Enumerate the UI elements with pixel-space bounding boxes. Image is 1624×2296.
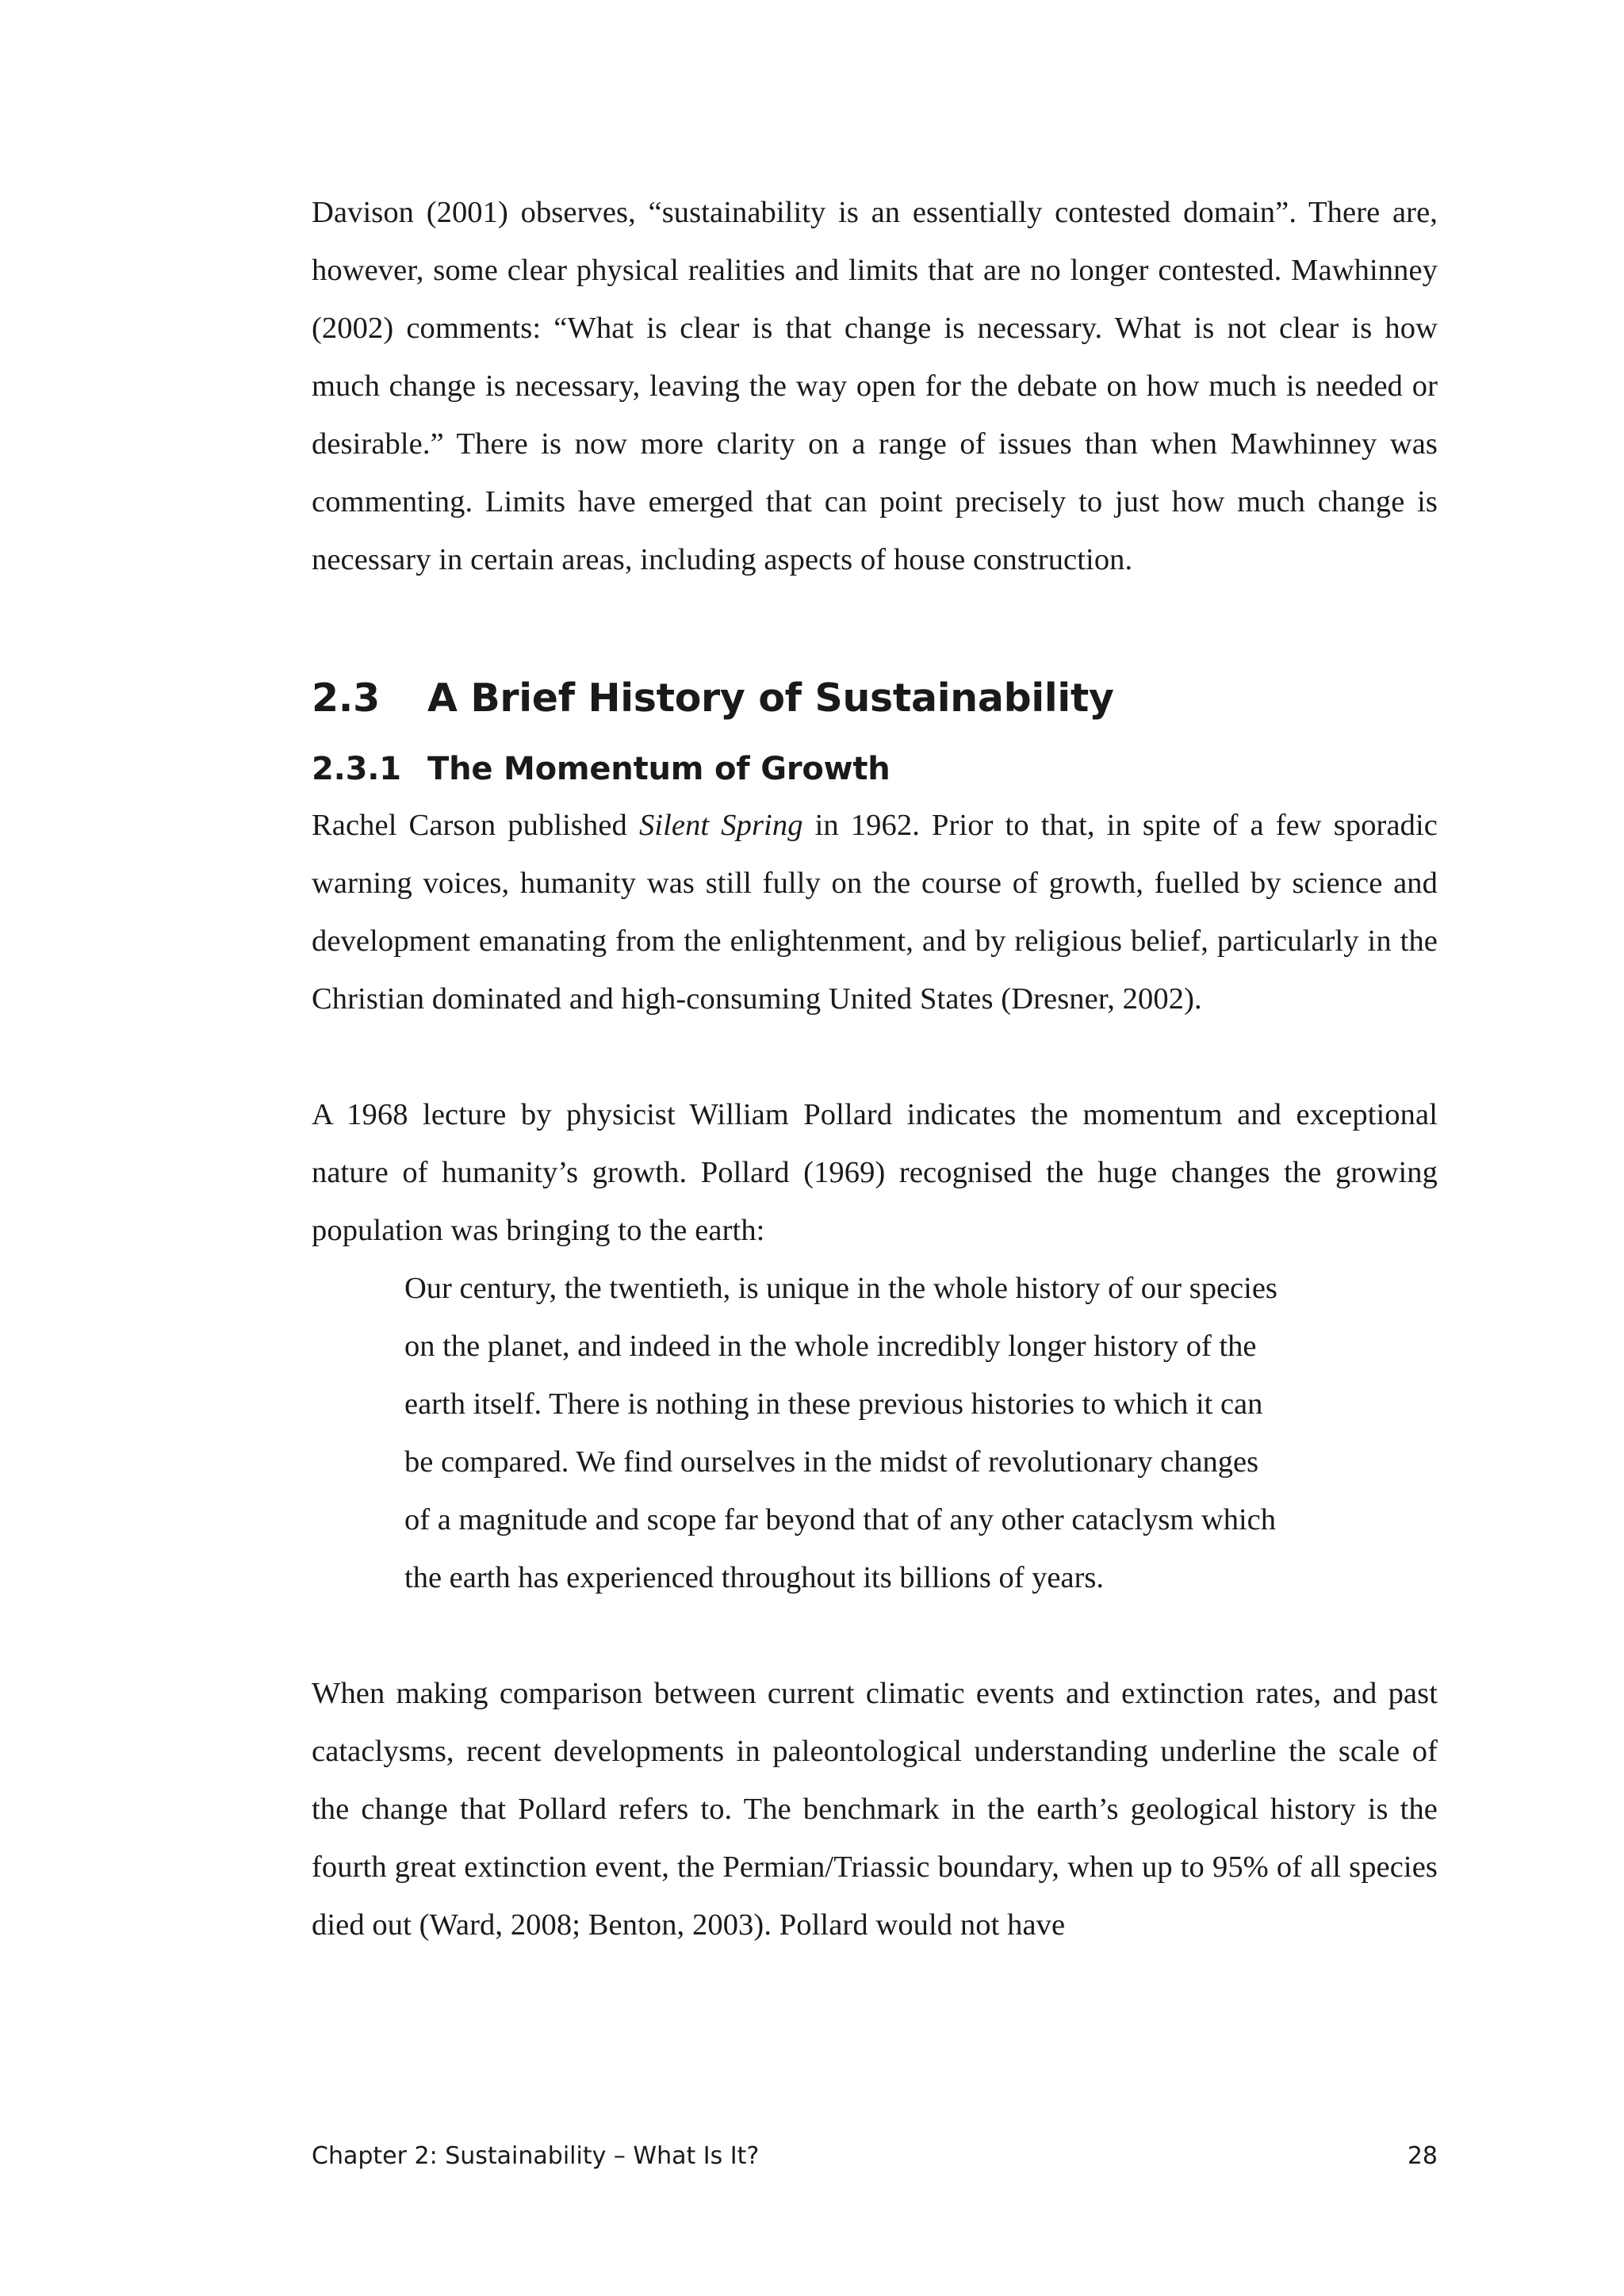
carson-text-after: in 1962. Prior to that, in spite of a few sporadic warning voices, humanity was still fully on the course of growth, fuelled by science and development emanating from the enlightenment, and by religious belief, particularly in the Christian dominated and high-consuming United States (Dresner, 2002). bbox=[312, 809, 1438, 1016]
page-footer bbox=[312, 2141, 1438, 2172]
paragraph-pollard: A 1968 lecture by physicist William Pollard indicates the momentum and exceptional nature of humanity’s growth. Pollard (1969) recognised the huge changes the growing population was bringing to the earth: bbox=[312, 1098, 1438, 1247]
footer-page-number: 28 bbox=[1407, 2142, 1438, 2170]
section-number: 2.3 bbox=[312, 675, 380, 721]
carson-text-before: Rachel Carson published bbox=[312, 809, 639, 842]
section-title: A Brief History of Sustainability bbox=[427, 675, 1114, 721]
subsection-number: 2.3.1 bbox=[312, 751, 401, 787]
subsection-heading bbox=[312, 741, 1438, 797]
quote-line: on the planet, and indeed in the whole incredibly longer history of the bbox=[404, 1330, 1257, 1363]
page-content bbox=[312, 184, 1438, 1954]
paragraph-davison: Davison (2001) observes, “sustainability is an essentially contested domain”. There are, however, some clear physical realities and limits that are no longer contested. Mawhinney (2002) comments: “What is clear is that change is necessary. What is not clear is how much change is necessary, leaving the way open for the debate on how much is needed or desirable.” There is now more clarity on a range of issues than when Mawhinney was commenting. Limits have emerged that can point precisely to just how much change is necessary in certain areas, including aspects of house construction. bbox=[312, 196, 1438, 576]
paragraph-comparison: When making comparison between current climatic events and extinction rates, and past cataclysms, recent developments in paleontological understanding underline the scale of the change that Pollard refers to. The benchmark in the earth’s geological history is the fourth great extinction event, the Permian/Triassic boundary, when up to 95% of all species died out (Ward, 2008; Benton, 2003). Pollard would not have bbox=[312, 1677, 1438, 1942]
paragraph-carson bbox=[312, 797, 1438, 1028]
quote-line: of a magnitude and scope far beyond that of any other cataclysm which bbox=[404, 1503, 1276, 1536]
footer-chapter-title: Chapter 2: Sustainability – What Is It? bbox=[312, 2142, 760, 2170]
section-heading bbox=[312, 675, 1438, 722]
quote-line: the earth has experienced throughout its billions of years. bbox=[404, 1561, 1105, 1594]
quote-line: be compared. We find ourselves in the midst of revolutionary changes bbox=[404, 1445, 1259, 1479]
subsection-title: The Momentum of Growth bbox=[427, 751, 891, 787]
pollard-block-quote bbox=[312, 1260, 1277, 1607]
quote-line: Our century, the twentieth, is unique in the whole history of our species bbox=[404, 1272, 1277, 1305]
quote-line: earth itself. There is nothing in these previous histories to which it can bbox=[404, 1387, 1263, 1421]
book-title-silent-spring: Silent Spring bbox=[638, 809, 803, 842]
